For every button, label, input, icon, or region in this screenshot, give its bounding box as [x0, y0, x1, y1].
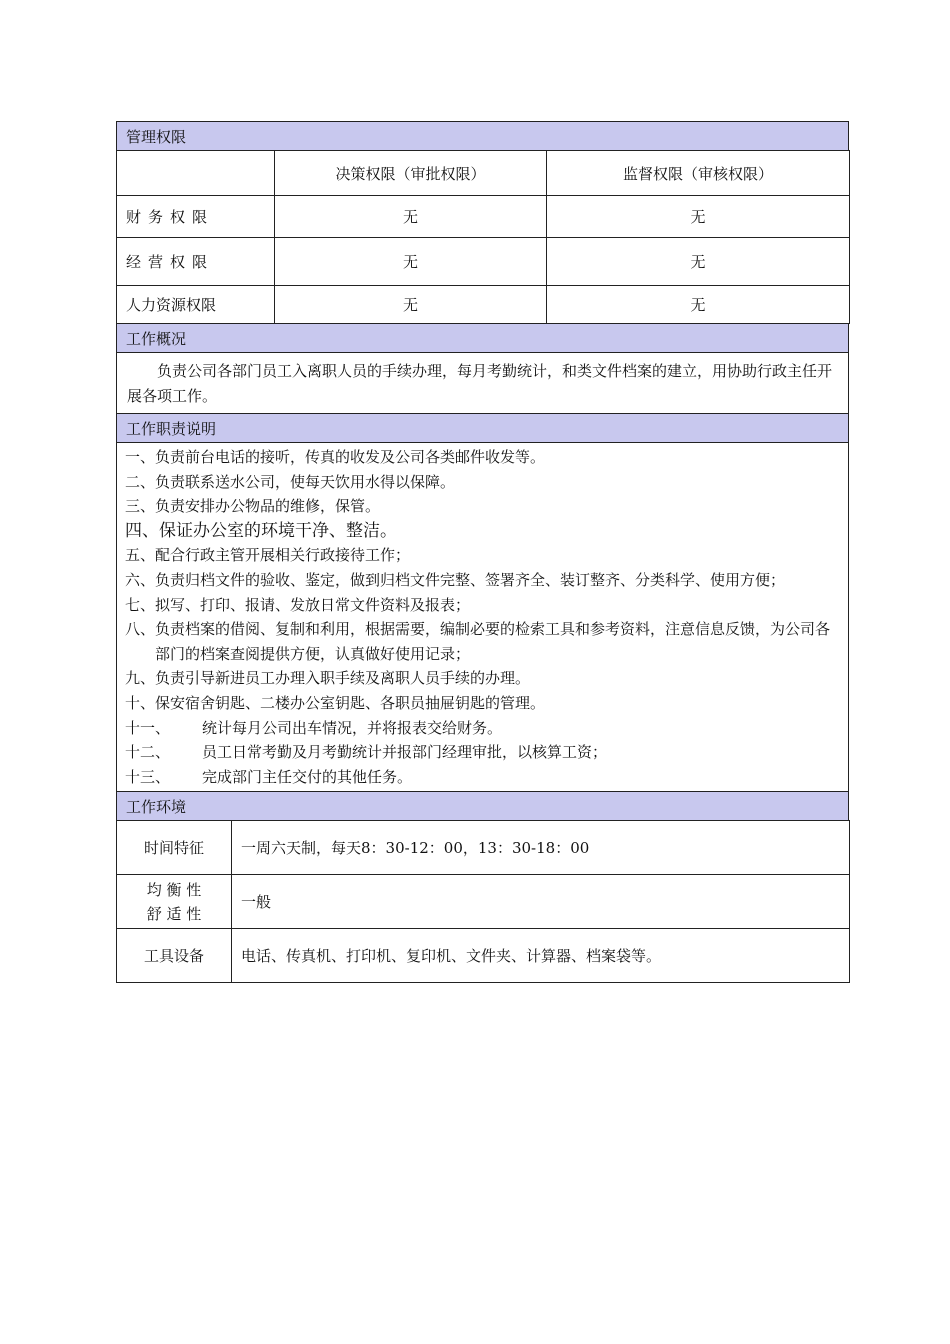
environment-value: 一周六天制，每天8：30-12：00，13：30-18：00 — [232, 821, 850, 875]
environment-label — [117, 875, 232, 929]
duty-text: 负责安排办公物品的维修，保管。 — [155, 497, 381, 516]
duty-item — [125, 494, 838, 519]
environment-value: 电话、传真机、打印机、复印机、文件夹、计算器、档案袋等。 — [232, 929, 850, 983]
duty-number: 一、 — [125, 448, 156, 466]
duty-item — [125, 691, 838, 716]
authority-row-finance — [117, 196, 850, 238]
duty-text: 完成部门主任交付的其他任务。 — [202, 767, 413, 786]
decision-value: 无 — [275, 286, 547, 324]
supervise-column-header: 监督权限（审核权限） — [547, 151, 850, 196]
duty-number: 十、 — [125, 693, 156, 712]
duty-text: 员工日常考勤及月考勤统计并报部门经理审批，以核算工资； — [202, 743, 608, 762]
duty-text: 负责引导新进员工办理入职手续及离职人员手续的办理。 — [155, 669, 531, 688]
decision-column-header: 决策权限（审批权限） — [275, 151, 547, 196]
duty-text: 统计每月公司出车情况，并将报表交给财务。 — [202, 718, 503, 737]
authority-row-label: 人力资源权限 — [117, 286, 275, 324]
comfort-label: 舒 适 性 — [146, 904, 202, 923]
duty-item — [125, 617, 838, 666]
overview-header: 工作概况 — [116, 323, 849, 353]
duty-number: 九、 — [125, 669, 156, 688]
authority-row-operation — [117, 238, 850, 286]
authority-table — [116, 150, 850, 324]
authority-row-hr — [117, 286, 850, 324]
duty-item — [125, 716, 838, 741]
authority-row-label: 经营权限 — [117, 238, 275, 286]
authority-column-headers — [117, 151, 850, 196]
environment-header: 工作环境 — [116, 791, 849, 821]
duty-text: 负责联系送水公司，使每天饮用水得以保障。 — [155, 472, 456, 491]
duty-number: 五、 — [125, 546, 156, 565]
duty-number: 八、 — [125, 620, 156, 639]
duty-number: 十二、 — [125, 743, 171, 762]
duties-list — [116, 442, 849, 792]
duty-number: 七、 — [125, 595, 156, 614]
environment-row-tools — [117, 929, 850, 983]
duty-text: 保安宿舍钥匙、二楼办公室钥匙、各职员抽屉钥匙的管理。 — [155, 693, 546, 712]
overview-text: 负责公司各部门员工入离职人员的手续办理，每月考勤统计，和类文件档案的建立，用协助行政主任开展各项工作。 — [116, 352, 849, 414]
duty-item — [125, 666, 838, 691]
job-description-document — [116, 121, 849, 983]
duties-header: 工作职责说明 — [116, 413, 849, 443]
environment-value: 一般 — [232, 875, 850, 929]
environment-table — [116, 820, 850, 983]
decision-value: 无 — [275, 238, 547, 286]
duty-number: 十一、 — [125, 718, 171, 737]
supervise-value: 无 — [547, 196, 850, 238]
duty-item — [125, 593, 838, 618]
environment-row-balance — [117, 875, 850, 929]
duty-item — [125, 568, 838, 593]
duty-number: 三、 — [125, 497, 156, 516]
decision-value: 无 — [275, 196, 547, 238]
authority-row-label: 财务权限 — [117, 196, 275, 238]
duty-text: 负责前台电话的接听，传真的收发及公司各类邮件收发等。 — [155, 448, 546, 466]
duty-item — [125, 765, 838, 790]
duty-text: 保证办公室的环境干净、整洁。 — [159, 520, 397, 541]
duty-text: 负责归档文件的验收、鉴定，做到归档文件完整、签署齐全、装订整齐、分类科学、使用方便； — [155, 570, 786, 589]
balance-label: 均 衡 性 — [146, 880, 202, 899]
duty-number: 二、 — [125, 472, 156, 491]
duty-item — [125, 543, 838, 568]
duty-number: 六、 — [125, 570, 156, 589]
duty-text: 负责档案的借阅、复制和利用，根据需要，编制必要的检索工具和参考资料，注意信息反馈，为公司各部门的档案查阅提供方便，认真做好使用记录； — [155, 620, 831, 663]
duty-number: 十三、 — [125, 767, 171, 786]
supervise-value: 无 — [547, 238, 850, 286]
duty-text: 拟写、打印、报请、发放日常文件资料及报表； — [155, 595, 471, 614]
duty-item — [125, 519, 838, 544]
authority-corner-cell — [117, 151, 275, 196]
environment-label: 工具设备 — [117, 929, 232, 983]
environment-row-time — [117, 821, 850, 875]
environment-label: 时间特征 — [117, 821, 232, 875]
duty-text: 配合行政主管开展相关行政接待工作； — [155, 546, 411, 565]
duty-item — [125, 740, 838, 765]
duty-item — [125, 445, 838, 470]
authority-header: 管理权限 — [116, 121, 849, 151]
duty-item — [125, 470, 838, 495]
supervise-value: 无 — [547, 286, 850, 324]
duty-number: 四、 — [125, 520, 159, 541]
